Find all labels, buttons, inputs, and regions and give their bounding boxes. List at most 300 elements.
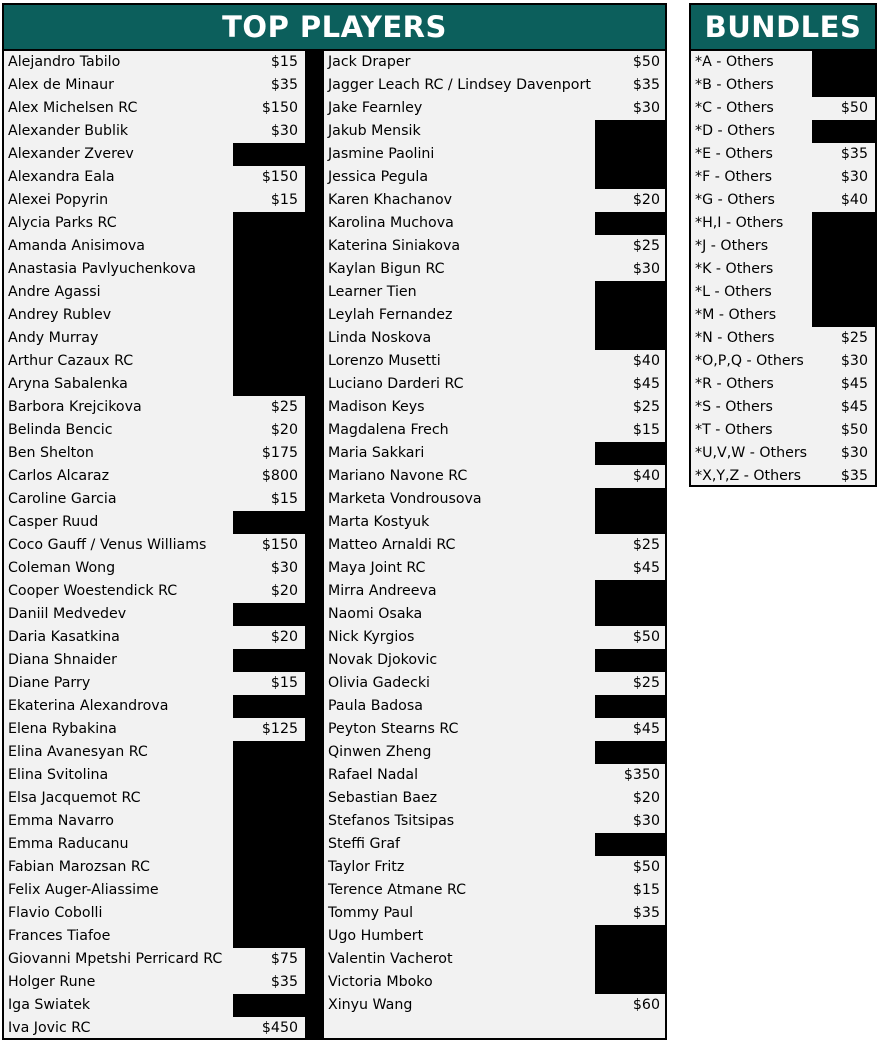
- list-item: [324, 787, 667, 810]
- list-item: [324, 925, 667, 948]
- item-name: Daria Kasatkina: [8, 629, 120, 645]
- unavailable-cell: [233, 212, 305, 235]
- item-price: $35: [840, 468, 868, 484]
- list-item: [691, 465, 875, 488]
- list-item: [324, 718, 667, 741]
- top-players-title: TOP PLAYERS: [4, 5, 665, 51]
- item-price: $45: [632, 376, 660, 392]
- item-name: Ben Shelton: [8, 445, 94, 461]
- list-item: [324, 373, 667, 396]
- unavailable-cell: [595, 833, 667, 856]
- item-name: Elina Svitolina: [8, 767, 109, 783]
- item-name: *D - Others: [695, 123, 775, 139]
- list-item: [691, 235, 875, 258]
- unavailable-cell: [233, 235, 305, 258]
- list-item: [324, 879, 667, 902]
- item-name: Karolina Muchova: [328, 215, 454, 231]
- list-item: [691, 189, 875, 212]
- item-price: $20: [270, 583, 298, 599]
- list-item: [324, 580, 667, 603]
- item-name: Carlos Alcaraz: [8, 468, 110, 484]
- item-name: *S - Others: [695, 399, 773, 415]
- unavailable-cell: [595, 603, 667, 626]
- unavailable-cell: [233, 327, 305, 350]
- item-name: Paula Badosa: [328, 698, 423, 714]
- item-price: $20: [270, 422, 298, 438]
- list-item: [4, 810, 305, 833]
- item-name: Valentin Vacherot: [328, 951, 453, 967]
- item-name: Aryna Sabalenka: [8, 376, 128, 392]
- unavailable-cell: [595, 281, 667, 304]
- item-name: *N - Others: [695, 330, 775, 346]
- item-name: Giovanni Mpetshi Perricard RC: [8, 951, 223, 967]
- list-item: [691, 120, 875, 143]
- item-name: *C - Others: [695, 100, 774, 116]
- item-name: Iga Swiatek: [8, 997, 91, 1013]
- unavailable-cell: [233, 649, 305, 672]
- item-price: $30: [632, 261, 660, 277]
- item-price: $20: [632, 790, 660, 806]
- list-item: [4, 189, 305, 212]
- item-price: $25: [270, 399, 298, 415]
- list-item: [324, 511, 667, 534]
- list-item: [691, 166, 875, 189]
- item-price: $50: [840, 100, 868, 116]
- list-item: [4, 281, 305, 304]
- list-item: [4, 672, 305, 695]
- list-item: [4, 511, 305, 534]
- list-item: [4, 396, 305, 419]
- item-name: *A - Others: [695, 54, 774, 70]
- list-item: [324, 557, 667, 580]
- list-item: [4, 465, 305, 488]
- item-name: Magdalena Frech: [328, 422, 449, 438]
- item-name: Mirra Andreeva: [328, 583, 437, 599]
- item-price: $150: [261, 169, 298, 185]
- item-price: $40: [840, 192, 868, 208]
- item-name: Holger Rune: [8, 974, 96, 990]
- item-price: $30: [632, 813, 660, 829]
- item-name: Alexander Zverev: [8, 146, 134, 162]
- list-item: [4, 626, 305, 649]
- item-name: Victoria Mboko: [328, 974, 433, 990]
- item-price: $150: [261, 100, 298, 116]
- players-column-1: [4, 51, 305, 1040]
- list-item: [324, 396, 667, 419]
- unavailable-cell: [233, 143, 305, 166]
- item-name: Coco Gauff / Venus Williams: [8, 537, 207, 553]
- item-name: *B - Others: [695, 77, 774, 93]
- unavailable-cell: [233, 856, 305, 879]
- item-name: Alex Michelsen RC: [8, 100, 138, 116]
- unavailable-cell: [233, 741, 305, 764]
- list-item: [324, 810, 667, 833]
- item-name: *F - Others: [695, 169, 773, 185]
- item-name: Naomi Osaka: [328, 606, 423, 622]
- item-name: Jake Fearnley: [328, 100, 423, 116]
- item-price: $35: [632, 905, 660, 921]
- item-name: Katerina Siniakova: [328, 238, 461, 254]
- item-name: Frances Tiafoe: [8, 928, 111, 944]
- item-name: Coleman Wong: [8, 560, 116, 576]
- item-name: Alexandra Eala: [8, 169, 115, 185]
- item-price: $25: [632, 399, 660, 415]
- list-item: [324, 419, 667, 442]
- item-price: $25: [840, 330, 868, 346]
- list-item: [324, 971, 667, 994]
- item-name: Leylah Fernandez: [328, 307, 453, 323]
- item-name: *R - Others: [695, 376, 774, 392]
- item-name: Alexander Bublik: [8, 123, 129, 139]
- item-price: $30: [270, 123, 298, 139]
- item-name: *T - Others: [695, 422, 773, 438]
- item-name: Jagger Leach RC / Lindsey Davenport: [328, 77, 591, 93]
- list-item: [324, 143, 667, 166]
- unavailable-cell: [595, 488, 667, 511]
- item-name: Elina Avanesyan RC: [8, 744, 148, 760]
- item-name: Steffi Graf: [328, 836, 401, 852]
- list-item: [4, 948, 305, 971]
- item-price: $35: [632, 77, 660, 93]
- item-price: $150: [261, 537, 298, 553]
- list-item: [4, 856, 305, 879]
- unavailable-cell: [595, 442, 667, 465]
- item-price: $35: [840, 146, 868, 162]
- item-price: $15: [270, 675, 298, 691]
- list-item: [324, 304, 667, 327]
- item-name: *J - Others: [695, 238, 769, 254]
- list-item: [324, 442, 667, 465]
- item-name: Karen Khachanov: [328, 192, 453, 208]
- item-price: $60: [632, 997, 660, 1013]
- list-item: [324, 856, 667, 879]
- list-item: [324, 166, 667, 189]
- unavailable-cell: [233, 281, 305, 304]
- list-item: [691, 442, 875, 465]
- item-name: Olivia Gadecki: [328, 675, 430, 691]
- unavailable-cell: [233, 787, 305, 810]
- item-price: $45: [840, 399, 868, 415]
- item-name: Qinwen Zheng: [328, 744, 432, 760]
- item-price: $30: [840, 445, 868, 461]
- item-name: Learner Tien: [328, 284, 417, 300]
- unavailable-cell: [595, 580, 667, 603]
- item-price: $30: [840, 353, 868, 369]
- list-item: [4, 833, 305, 856]
- item-name: Iva Jovic RC: [8, 1020, 91, 1036]
- item-name: Diana Shnaider: [8, 652, 117, 668]
- item-name: Amanda Anisimova: [8, 238, 145, 254]
- list-item: [4, 718, 305, 741]
- unavailable-cell: [595, 166, 667, 189]
- item-price: $50: [840, 422, 868, 438]
- list-item: [4, 649, 305, 672]
- list-item: [4, 557, 305, 580]
- unavailable-cell: [595, 948, 667, 971]
- unavailable-cell: [595, 511, 667, 534]
- list-item: [4, 741, 305, 764]
- item-name: Andrey Rublev: [8, 307, 112, 323]
- item-name: Andy Murray: [8, 330, 99, 346]
- item-price: $20: [632, 192, 660, 208]
- item-name: Flavio Cobolli: [8, 905, 103, 921]
- list-item: [4, 787, 305, 810]
- item-name: Kaylan Bigun RC: [328, 261, 445, 277]
- list-item: [324, 741, 667, 764]
- top-players-panel: [2, 3, 667, 1040]
- list-item: [324, 120, 667, 143]
- list-item: [324, 327, 667, 350]
- list-item: [324, 235, 667, 258]
- list-item: [4, 419, 305, 442]
- unavailable-cell: [595, 304, 667, 327]
- item-price: $20: [270, 629, 298, 645]
- item-price: $30: [270, 560, 298, 576]
- item-name: Taylor Fritz: [328, 859, 405, 875]
- list-item: [691, 74, 875, 97]
- item-name: Peyton Stearns RC: [328, 721, 459, 737]
- unavailable-cell: [233, 810, 305, 833]
- list-item: [4, 373, 305, 396]
- item-name: Rafael Nadal: [328, 767, 419, 783]
- list-item: [691, 373, 875, 396]
- list-item: [4, 235, 305, 258]
- item-price: $50: [632, 859, 660, 875]
- item-name: Emma Navarro: [8, 813, 114, 829]
- unavailable-cell: [812, 235, 875, 258]
- item-price: $35: [270, 77, 298, 93]
- list-item: [691, 419, 875, 442]
- item-name: Andre Agassi: [8, 284, 101, 300]
- item-name: Matteo Arnaldi RC: [328, 537, 456, 553]
- item-name: Cooper Woestendick RC: [8, 583, 178, 599]
- list-item: [4, 166, 305, 189]
- unavailable-cell: [812, 304, 875, 327]
- list-item: [4, 902, 305, 925]
- unavailable-cell: [233, 695, 305, 718]
- item-name: Ekaterina Alexandrova: [8, 698, 169, 714]
- item-name: Linda Noskova: [328, 330, 432, 346]
- list-item: [4, 304, 305, 327]
- unavailable-cell: [233, 902, 305, 925]
- item-price: $50: [632, 629, 660, 645]
- item-name: Mariano Navone RC: [328, 468, 468, 484]
- item-price: $25: [632, 675, 660, 691]
- unavailable-cell: [233, 994, 305, 1017]
- item-price: $45: [840, 376, 868, 392]
- list-item: [324, 948, 667, 971]
- item-name: Daniil Medvedev: [8, 606, 127, 622]
- list-item: [324, 350, 667, 373]
- item-name: Novak Djokovic: [328, 652, 438, 668]
- item-name: Lorenzo Musetti: [328, 353, 441, 369]
- unavailable-cell: [812, 120, 875, 143]
- item-price: $30: [632, 100, 660, 116]
- item-price: $25: [632, 238, 660, 254]
- item-name: Arthur Cazaux RC: [8, 353, 134, 369]
- unavailable-cell: [595, 925, 667, 948]
- item-name: Belinda Bencic: [8, 422, 113, 438]
- item-name: Jakub Mensik: [328, 123, 421, 139]
- item-name: *X,Y,Z - Others: [695, 468, 802, 484]
- list-item: [324, 51, 667, 74]
- item-name: *L - Others: [695, 284, 772, 300]
- list-item: [324, 603, 667, 626]
- item-name: Alycia Parks RC: [8, 215, 117, 231]
- item-name: Caroline Garcia: [8, 491, 117, 507]
- list-item: [691, 396, 875, 419]
- list-item: [4, 212, 305, 235]
- item-name: Marketa Vondrousova: [328, 491, 482, 507]
- list-item: [324, 902, 667, 925]
- unavailable-cell: [812, 51, 875, 74]
- list-item: [691, 212, 875, 235]
- item-name: *E - Others: [695, 146, 773, 162]
- item-price: $45: [632, 560, 660, 576]
- list-item: [691, 350, 875, 373]
- unavailable-cell: [595, 971, 667, 994]
- item-name: Anastasia Pavlyuchenkova: [8, 261, 196, 277]
- unavailable-cell: [812, 212, 875, 235]
- list-item: [691, 281, 875, 304]
- list-item: [691, 97, 875, 120]
- item-price: $25: [632, 537, 660, 553]
- item-price: $450: [261, 1020, 298, 1036]
- list-item: [4, 925, 305, 948]
- unavailable-cell: [233, 373, 305, 396]
- item-name: Nick Kyrgios: [328, 629, 415, 645]
- unavailable-cell: [233, 304, 305, 327]
- item-price: $15: [270, 491, 298, 507]
- list-item: [4, 534, 305, 557]
- item-name: *G - Others: [695, 192, 775, 208]
- bundles-column: [691, 51, 875, 488]
- unavailable-cell: [595, 143, 667, 166]
- list-item: [324, 258, 667, 281]
- list-item: [691, 258, 875, 281]
- item-name: Xinyu Wang: [328, 997, 413, 1013]
- list-item: [324, 649, 667, 672]
- list-item: [324, 189, 667, 212]
- item-name: *O,P,Q - Others: [695, 353, 804, 369]
- item-price: $35: [270, 974, 298, 990]
- list-item: [4, 994, 305, 1017]
- list-item: [324, 488, 667, 511]
- item-name: Alexei Popyrin: [8, 192, 109, 208]
- unavailable-cell: [233, 603, 305, 626]
- item-name: Maria Sakkari: [328, 445, 425, 461]
- list-item: [324, 626, 667, 649]
- list-item: [4, 879, 305, 902]
- list-item: [324, 74, 667, 97]
- item-price: $15: [270, 192, 298, 208]
- item-price: $40: [632, 353, 660, 369]
- list-item: [324, 994, 667, 1017]
- list-item: [691, 304, 875, 327]
- unavailable-cell: [233, 925, 305, 948]
- item-name: *U,V,W - Others: [695, 445, 808, 461]
- item-name: Jasmine Paolini: [328, 146, 435, 162]
- item-price: $800: [261, 468, 298, 484]
- unavailable-cell: [233, 833, 305, 856]
- list-item: [324, 695, 667, 718]
- list-item: [324, 281, 667, 304]
- list-item: [4, 97, 305, 120]
- unavailable-cell: [233, 350, 305, 373]
- list-item: [4, 442, 305, 465]
- list-item: [4, 74, 305, 97]
- list-item: [324, 764, 667, 787]
- item-price: $15: [270, 54, 298, 70]
- unavailable-cell: [595, 649, 667, 672]
- item-name: Tommy Paul: [328, 905, 414, 921]
- item-price: $75: [270, 951, 298, 967]
- list-item: [324, 465, 667, 488]
- item-name: Luciano Darderi RC: [328, 376, 464, 392]
- item-name: Alex de Minaur: [8, 77, 114, 93]
- item-name: Terence Atmane RC: [328, 882, 467, 898]
- item-name: Maya Joint RC: [328, 560, 426, 576]
- list-item: [4, 120, 305, 143]
- item-name: Barbora Krejcikova: [8, 399, 142, 415]
- item-name: Elsa Jacquemot RC: [8, 790, 141, 806]
- bundles-title: BUNDLES: [691, 5, 875, 51]
- list-item: [4, 327, 305, 350]
- unavailable-cell: [233, 879, 305, 902]
- item-price: $30: [840, 169, 868, 185]
- item-price: $15: [632, 422, 660, 438]
- list-item: [324, 97, 667, 120]
- unavailable-cell: [812, 281, 875, 304]
- unavailable-cell: [233, 764, 305, 787]
- item-name: Marta Kostyuk: [328, 514, 430, 530]
- list-item: [4, 603, 305, 626]
- unavailable-cell: [233, 511, 305, 534]
- item-name: *K - Others: [695, 261, 774, 277]
- item-price: $15: [632, 882, 660, 898]
- item-name: Alejandro Tabilo: [8, 54, 121, 70]
- list-item: [4, 488, 305, 511]
- unavailable-cell: [595, 327, 667, 350]
- item-name: Jack Draper: [328, 54, 411, 70]
- item-name: Casper Ruud: [8, 514, 99, 530]
- list-item: [324, 534, 667, 557]
- item-name: Emma Raducanu: [8, 836, 129, 852]
- column-divider: [305, 51, 324, 1038]
- item-name: Elena Rybakina: [8, 721, 117, 737]
- item-price: $350: [623, 767, 660, 783]
- unavailable-cell: [595, 695, 667, 718]
- item-name: Madison Keys: [328, 399, 425, 415]
- unavailable-cell: [812, 74, 875, 97]
- item-name: Felix Auger-Aliassime: [8, 882, 159, 898]
- item-price: $175: [261, 445, 298, 461]
- list-item: [4, 971, 305, 994]
- bundles-panel: [689, 3, 877, 487]
- list-item: [4, 350, 305, 373]
- list-item: [324, 833, 667, 856]
- item-name: Fabian Marozsan RC: [8, 859, 150, 875]
- list-item: [691, 327, 875, 350]
- list-item: [691, 143, 875, 166]
- item-name: *M - Others: [695, 307, 777, 323]
- list-item: [324, 672, 667, 695]
- item-price: $40: [632, 468, 660, 484]
- list-item: [4, 51, 305, 74]
- list-item: [4, 764, 305, 787]
- item-name: *H,I - Others: [695, 215, 784, 231]
- list-item: [4, 580, 305, 603]
